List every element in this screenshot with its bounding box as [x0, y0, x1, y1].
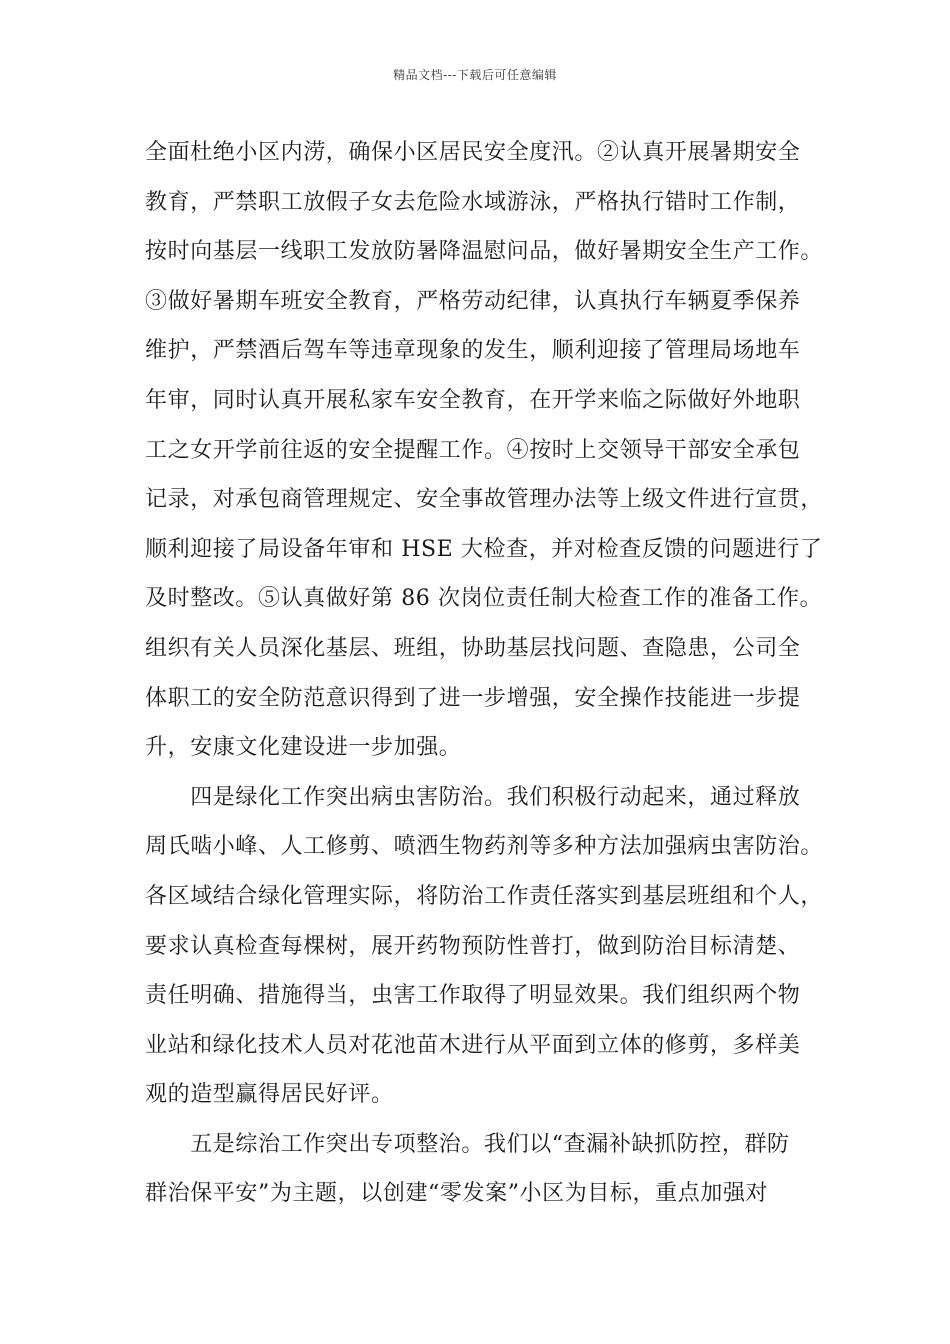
text-line: 维护，严禁酒后驾车等违章现象的发生，顺利迎接了管理局场地车	[145, 338, 801, 364]
text-line: 教育，严禁职工放假子女去危险水域游泳，严格执行错时工作制，	[145, 189, 801, 215]
text-line: 组织有关人员深化基层、班组，协助基层找问题、查隐患，公司全	[145, 635, 801, 661]
text-line: 各区域结合绿化管理实际，将防治工作责任落实到基层班组和个人，	[145, 883, 824, 909]
text-line: 工之女开学前往返的安全提醒工作。④按时上交领导干部安全承包	[145, 437, 801, 463]
text-line: 责任明确、措施得当，虫害工作取得了明显效果。我们组织两个物	[145, 983, 801, 1009]
text-line: 群治保平安”为主题，以创建“零发案”小区为目标，重点加强对	[145, 1181, 769, 1207]
text-line: 体职工的安全防范意识得到了进一步增强，安全操作技能进一步提	[145, 685, 801, 711]
text-line: 业站和绿化技术人员对花池苗木进行从平面到立体的修剪，多样美	[145, 1032, 801, 1058]
text-line: 按时向基层一线职工发放防暑降温慰问品，做好暑期安全生产工作。	[145, 239, 824, 265]
text-line: 年审，同时认真开展私家车安全教育，在开学来临之际做好外地职	[145, 387, 801, 413]
text-line: 全面杜绝小区内涝，确保小区居民安全度汛。②认真开展暑期安全	[145, 140, 801, 165]
text-line: 要求认真检查每棵树，展开药物预防性普打，做到防治目标清楚、	[145, 933, 801, 959]
text-line: 顺利迎接了局设备年审和 HSE 大检查，并对检查反馈的问题进行了	[145, 536, 823, 562]
text-line: 升，安康文化建设进一步加强。	[145, 735, 462, 761]
text-line: ③做好暑期车班安全教育，严格劳动纪律，认真执行车辆夏季保养	[145, 288, 801, 314]
text-line: 及时整改。⑤认真做好第 86 次岗位责任制大检查工作的准备工作。	[145, 586, 823, 612]
text-line: 观的造型赢得居民好评。	[145, 1082, 394, 1108]
paragraph-start-line: 四是绿化工作突出病虫害防治。我们积极行动起来，通过释放	[145, 784, 801, 810]
page-header: 精品文档---下载后可任意编辑	[393, 68, 557, 82]
text-line: 周氏啮小峰、人工修剪、喷洒生物药剂等多种方法加强病虫害防治。	[145, 834, 824, 860]
text-line: 记录，对承包商管理规定、安全事故管理办法等上级文件进行宣贯，	[145, 487, 824, 513]
paragraph-start-line: 五是综治工作突出专项整治。我们以“查漏补缺抓防控，群防	[145, 1131, 790, 1157]
document-body	[145, 128, 825, 1219]
